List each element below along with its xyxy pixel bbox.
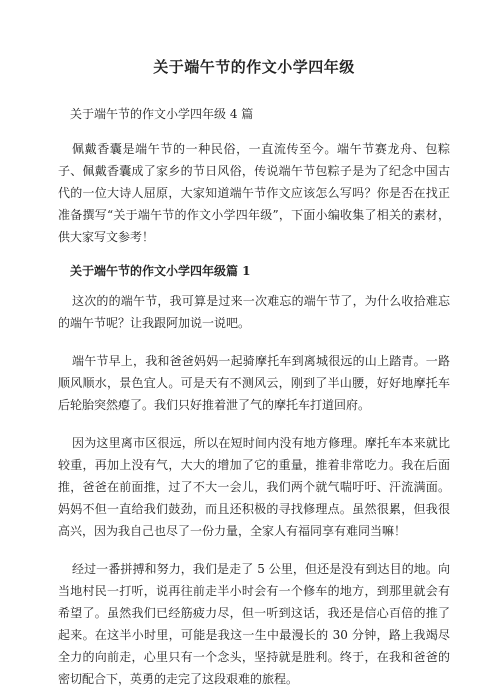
body-paragraph-1: 这次的的端午节，我可算是过来一次难忘的端午节了，为什么收拾难忘的端午节呢？让我跟阿加说一说吧。	[58, 294, 450, 330]
document-subtitle: 关于端午节的作文小学四年级 4 篇	[70, 107, 254, 121]
section-heading: 关于端午节的作文小学四年级篇 1	[70, 264, 251, 278]
intro-paragraph: 佩戴香囊是端午节的一种民俗，一直流传至今。端午节赛龙舟、包粽子、佩戴香囊成了家乡的节日风俗，传说端午节包粽子是为了纪念中国古代的一位大诗人屈原，大家知道端午节作文应该怎么写吗？你是否在找正准备撰写“关于端午节的作文小学四年级”，下面小编收集了相关的素材，供大家写文参考！	[58, 142, 450, 244]
body-paragraph-2: 端午节早上，我和爸爸妈妈一起骑摩托车到离城很远的山上踏青。一路顺风顺水，景色宜人。可是天有不测风云，刚到了半山腰，好好地摩托车后轮胎突然瘪了。我们只好推着泄了气的摩托车打道回府。	[58, 354, 450, 412]
document-title: 关于端午节的作文小学四年级	[153, 58, 355, 76]
body-paragraph-4: 经过一番拼搏和努力，我们是走了 5 公里，但还是没有到达目的地。向当地村民一打听，说再往前走半小时会有一个修车的地方，到那里就会有希望了。虽然我们已经筋疲力尽，但一听到这话，我还是信心百倍的推了起来。在这半小时里，可能是我这一生中最漫长的 30 分钟，路上我竭尽全力的向前走，心里只有一个念头，坚持就是胜利。终于，在我和爸爸的密切配合下，英勇的走完了这段艰难的旅程。	[58, 562, 450, 686]
body-paragraph-3: 因为这里离市区很远，所以在短时间内没有地方修理。摩托车本来就比较重，再加上没有气，大大的增加了它的重量，推着非常吃力。我在后面推，爸爸在前面推，过了不大一会儿，我们两个就气喘吁吁、汗流满面。妈妈不但一直给我们鼓劲，而且还积极的寻找修理点。虽然很累，但我很高兴，因为我自己也尽了一份力量，全家人有福同享有难同当嘛！	[58, 436, 450, 538]
